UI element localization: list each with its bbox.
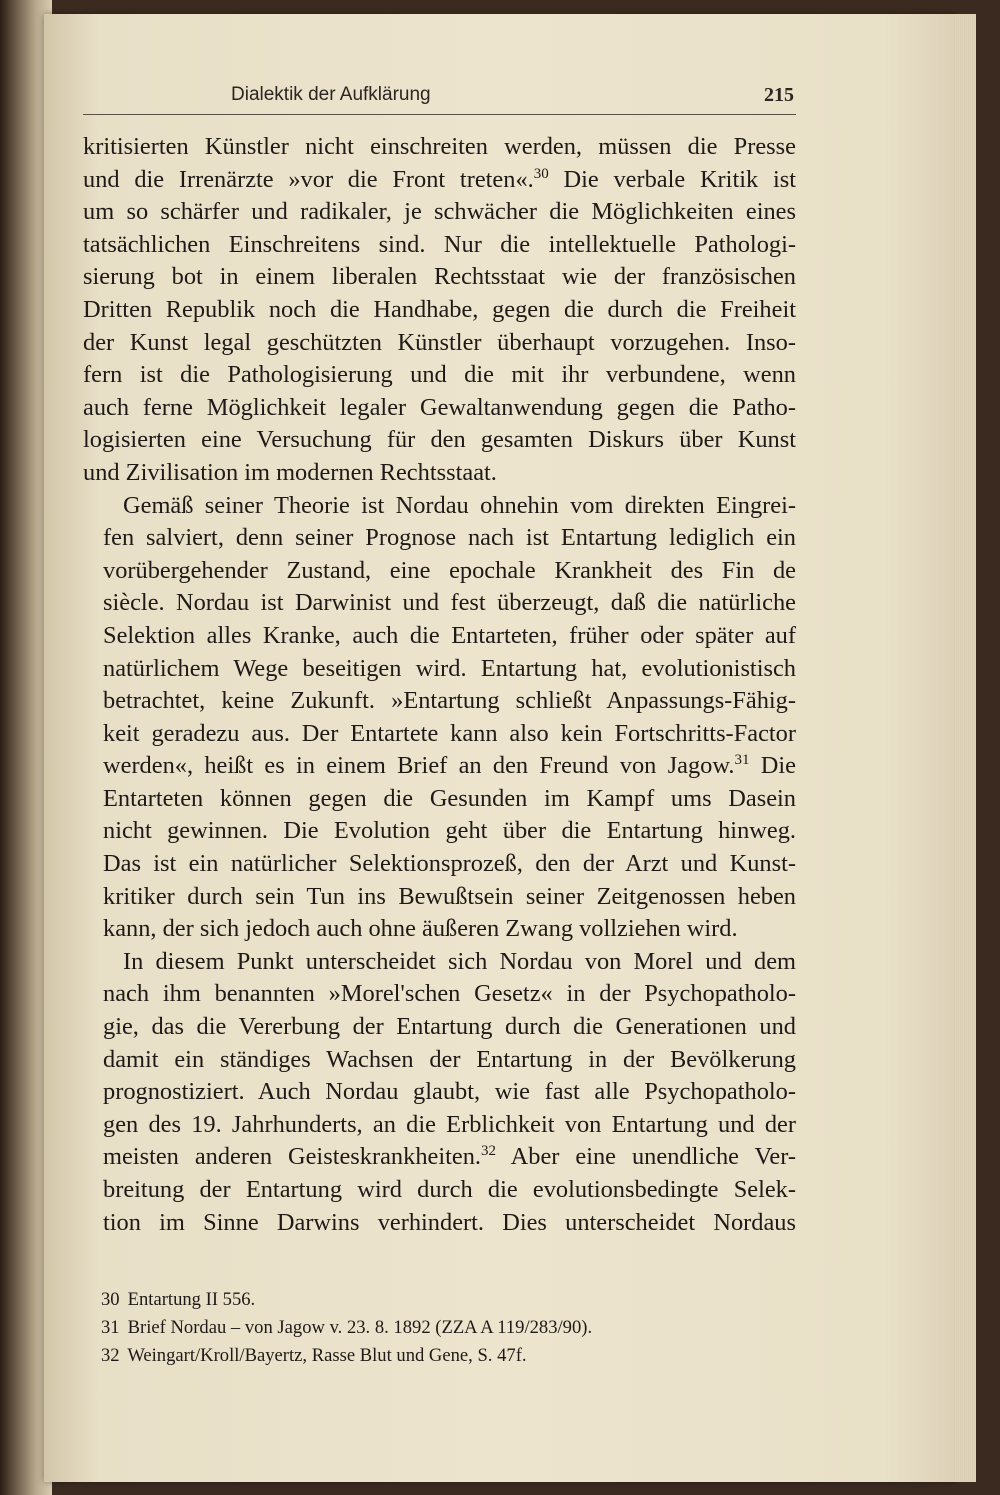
footnote-ref-32[interactable]: 32 [481, 1143, 497, 1160]
footnote-ref-31[interactable]: 31 [734, 752, 750, 769]
text-line: sierung bot in einem liberalen Rechtsstaat wie der französischen [83, 263, 796, 291]
footnote-number: 30 [101, 1289, 120, 1310]
text-line: Gemäß seiner Theorie ist Nordau ohnehin vom direkten Eingrei- [123, 491, 796, 519]
text-line: nach ihm benannten »Morel'schen Gesetz« in der Psychopatholo- [103, 980, 796, 1008]
text-segment: Die verbale Kritik ist [548, 165, 796, 193]
paragraph-3 [83, 946, 796, 1239]
text-line: kritiker durch sein Tun ins Bewußtsein seiner Zeitgenossen heben [103, 882, 796, 910]
text-line: Dritten Republik noch die Handhabe, gegen die durch die Freiheit [83, 295, 796, 323]
page-number: 215 [764, 84, 794, 106]
text-segment: werden«, heißt es in einem Brief an den Freund von Jagow. [103, 752, 735, 780]
text-line: und Zivilisation im modernen Rechtsstaat. [83, 458, 497, 486]
text-line: Selektion alles Kranke, auch die Entarteten, früher oder später auf [103, 621, 796, 649]
text-line: fen salviert, denn seiner Prognose nach ist Entartung lediglich ein [103, 524, 796, 552]
text-segment: und die Irrenärzte »vor die Front treten«. [83, 165, 534, 193]
paragraph-2 [83, 490, 796, 946]
paragraph-1 [83, 131, 796, 490]
text-line: tatsächlichen Einschreitens sind. Nur die intellektuelle Pathologi- [83, 230, 796, 258]
text-line: damit ein ständiges Wachsen der Entartung in der Bevölkerung [103, 1045, 796, 1073]
text-line: fern ist die Pathologisierung und die mit ihr verbundene, wenn [83, 361, 796, 389]
footnote-text: Entartung II 556. [127, 1289, 256, 1310]
footnote-31 [101, 1314, 801, 1342]
text-line: keit geradezu aus. Der Entartete kann also kein Fortschritts-Factor [103, 719, 796, 747]
text-line [83, 1141, 796, 1174]
text-line: auch ferne Möglichkeit legaler Gewaltanwendung gegen die Patho- [83, 393, 796, 421]
text-line: betrachtet, keine Zukunft. »Entartung schließt Anpassungs-Fähig- [103, 687, 796, 715]
text-line: prognostiziert. Auch Nordau glaubt, wie fast alle Psychopatholo- [103, 1078, 796, 1106]
text-line: logisierten eine Versuchung für den gesamten Diskurs über Kunst [83, 426, 796, 454]
text-segment: meisten anderen Geisteskrankheiten. [103, 1143, 482, 1171]
text-line: vorübergehender Zustand, eine epochale Krankheit des Fin de [103, 556, 796, 584]
text-line: kann, der sich jedoch auch ohne äußeren Zwang vollziehen wird. [103, 915, 738, 943]
text-segment: Aber eine unendliche Ver- [496, 1143, 797, 1171]
text-line: siècle. Nordau ist Darwinist und fest überzeugt, daß die natürliche [103, 589, 796, 617]
footnotes [101, 1286, 801, 1370]
footnote-number: 32 [101, 1345, 120, 1366]
body-text [83, 131, 796, 1239]
footnote-text: Brief Nordau – von Jagow v. 23. 8. 1892 (ZZA A 119/283/90). [127, 1317, 593, 1338]
text-line: tion im Sinne Darwins verhindert. Dies unterscheidet Nordaus [103, 1208, 796, 1236]
text-line: gen des 19. Jahrhunderts, an die Erblichkeit von Entartung und der [103, 1110, 796, 1138]
text-line [83, 164, 796, 197]
text-line: nicht gewinnen. Die Evolution geht über die Entartung hinweg. [103, 817, 796, 845]
text-line: um so schärfer und radikaler, je schwächer die Möglichkeiten eines [83, 198, 796, 226]
running-title: Dialektik der Aufklärung [231, 84, 431, 105]
text-line: In diesem Punkt unterscheidet sich Nordau von Morel und dem [123, 947, 796, 975]
text-line: kritisierten Künstler nicht einschreiten werden, müssen die Presse [83, 133, 796, 160]
text-line: natürlichem Wege beseitigen wird. Entartung hat, evolutionistisch [103, 654, 796, 682]
text-line [83, 750, 796, 783]
footnote-32 [101, 1342, 801, 1370]
text-line: breitung der Entartung wird durch die evolutionsbedingte Selek- [103, 1176, 796, 1203]
footnote-30 [101, 1286, 801, 1314]
footnote-ref-30[interactable]: 30 [533, 165, 549, 182]
text-segment: Die [749, 752, 796, 780]
footnote-text: Weingart/Kroll/Bayertz, Rasse Blut und Gene, S. 47f. [127, 1345, 527, 1366]
text-line: gie, das die Vererbung der Entartung durch die Generationen und [103, 1013, 796, 1041]
text-line: Das ist ein natürlicher Selektionsprozeß, den der Arzt und Kunst- [103, 850, 796, 878]
text-line: Entarteten können gegen die Gesunden im Kampf ums Dasein [103, 784, 796, 812]
text-line: der Kunst legal geschützten Künstler überhaupt vorzugehen. Inso- [83, 328, 796, 356]
page-edge [954, 14, 976, 1482]
running-header [83, 84, 796, 115]
footnote-number: 31 [101, 1317, 120, 1338]
